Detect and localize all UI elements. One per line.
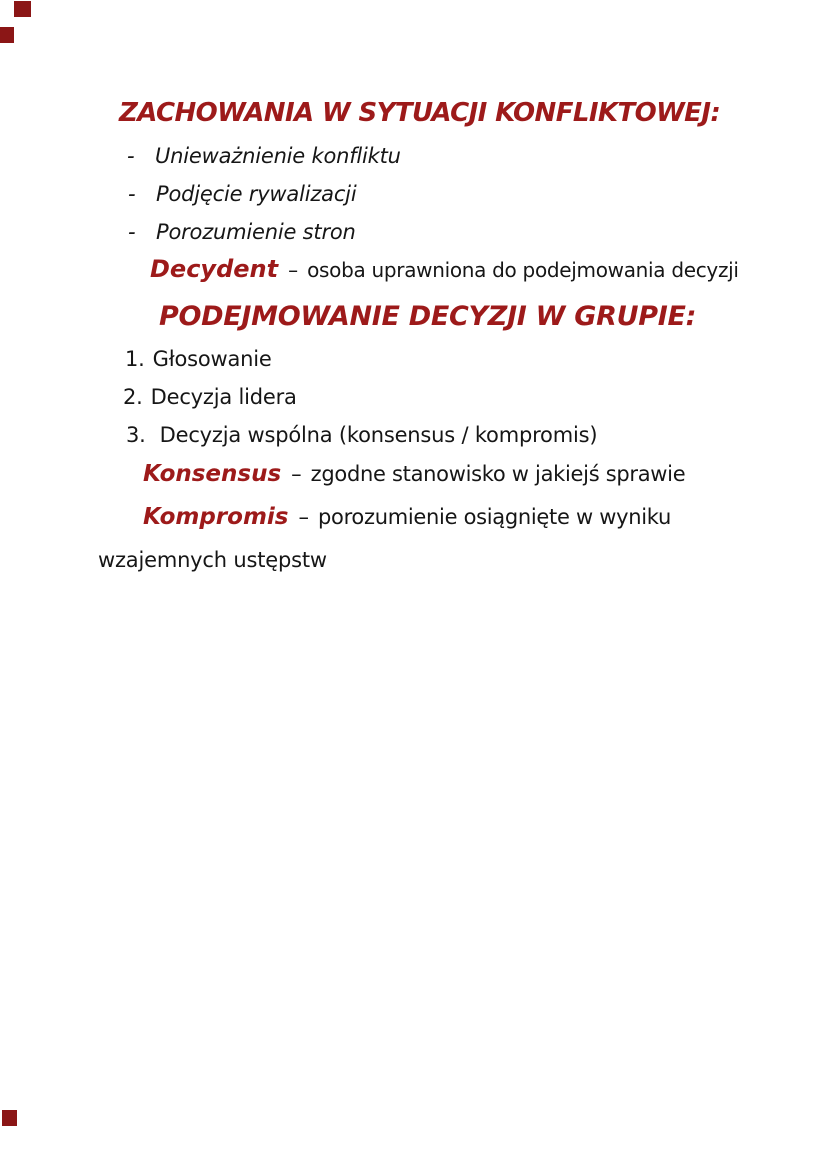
item-number: 1. <box>125 347 145 371</box>
definition-kompromis-continuation: wzajemnych ustępstw <box>98 548 327 572</box>
definition-text-konsensus: zgodne stanowisko w jakiejś sprawie <box>310 462 686 486</box>
bullet-dash: - <box>127 144 135 168</box>
bullet-dash: - <box>128 182 136 206</box>
heading-conflict-behaviors: ZACHOWANIA W SYTUACJI KONFLIKTOWEJ: <box>119 98 721 128</box>
item-number: 3. <box>126 423 146 447</box>
definition-term-kompromis: Kompromis <box>143 504 289 530</box>
definition-separator: – <box>288 258 299 282</box>
numbered-item-text: Decyzja wspólna (konsensus / kompromis) <box>159 423 598 447</box>
definition-term-konsensus: Konsensus <box>143 461 282 487</box>
corner-mark-top-1 <box>14 1 31 17</box>
definition-decydent <box>150 256 739 284</box>
corner-mark-top-2 <box>0 27 14 43</box>
numbered-item-1 <box>125 347 272 371</box>
bullet-item-text: Podjęcie rywalizacji <box>156 182 357 206</box>
heading-group-decisions: PODEJMOWANIE DECYZJI W GRUPIE: <box>159 301 697 332</box>
corner-mark-bottom <box>2 1110 17 1126</box>
item-number: 2. <box>123 385 143 409</box>
bullet-item-text: Porozumienie stron <box>156 220 356 244</box>
definition-konsensus <box>143 461 685 487</box>
bullet-item-2 <box>128 182 356 206</box>
definition-text-kompromis: porozumienie osiągnięte w wyniku <box>317 505 672 529</box>
definition-separator: – <box>291 462 302 486</box>
definition-separator: – <box>298 505 309 529</box>
bullet-item-text: Unieważnienie konfliktu <box>155 144 401 168</box>
numbered-item-2 <box>123 385 297 409</box>
definition-kompromis <box>143 504 671 530</box>
bullet-item-1 <box>127 144 401 168</box>
numbered-item-text: Głosowanie <box>152 347 272 371</box>
bullet-item-3 <box>128 220 356 244</box>
bullet-dash: - <box>128 220 136 244</box>
numbered-item-text: Decyzja lidera <box>150 385 297 409</box>
numbered-item-3 <box>126 423 597 447</box>
definition-term-decydent: Decydent <box>150 255 279 283</box>
definition-text-decydent: osoba uprawniona do podejmowania decyzji <box>307 258 739 282</box>
